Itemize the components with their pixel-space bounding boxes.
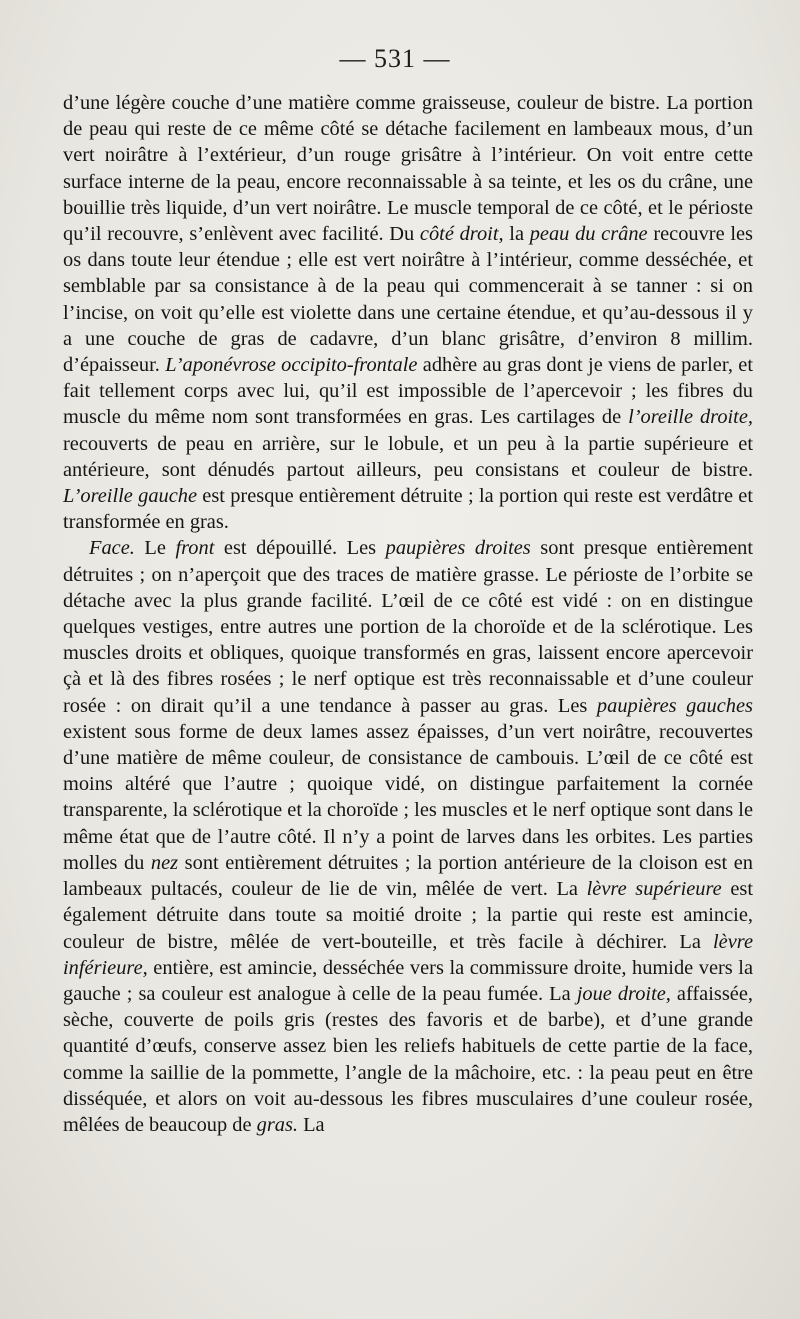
text-run: recouvre les os dans toute leur étendue ; elle est vert noirâtre à l’intérieur, comme desséchée, et semblable par sa consistance à de la peau qui commencerait à se tanner : si on l’incise, on voit qu’elle est violette dans une certaine étendue, et qu’au-dessous il y a une couche de gras de cadavre, d’un blanc grisâtre, d’environ 8 millim. d’épaisseur. xyxy=(63,223,753,377)
italic-term: L’aponévrose occipito-frontale xyxy=(165,354,418,377)
text-run: la xyxy=(503,223,530,246)
italic-term: paupières droites xyxy=(385,537,531,560)
text-run: sont presque entièrement détruites ; on n’aperçoit que des traces de matière grasse. Le périoste de l’orbite se détache avec la plus grande facilité. L’œil de ce côté est vidé : on en distingue quelques vestiges, entre autres une portion de la choroïde et de la sclérotique. Les muscles droits et obliques, quoique transformés en gras, laissent encore apercevoir çà et là des fibres rosées ; le nerf optique est très reconnaissable et d’une couleur rosée : on dirait qu’il a une tendance à passer au gras. Les xyxy=(63,537,753,717)
text-run: est dépouillé. Les xyxy=(214,537,386,560)
text-run: La xyxy=(297,1113,325,1136)
text-run: recouverts de peau en arrière, sur le lobule, et un peu à la partie supérieure et antérieure, sont dénudés partout ailleurs, peu consistans et couleur de bistre. xyxy=(63,432,753,481)
text-run: existent sous forme de deux lames assez épaisses, d’un vert noirâtre, recouvertes d’une matière de même couleur, de consistance de cambouis. L’œil de ce côté est moins altéré que l’autre ; quoique vidé, on distingue parfaitement la cornée transparente, la sclérotique et la choroïde ; les muscles et le nerf optique sont dans le même état que de l’autre côté. Il n’y a point de larves dans les orbites. Les parties molles du xyxy=(63,720,753,874)
text-run: est presque entièrement détruite ; la portion qui reste est verdâtre et transformée en gras. xyxy=(63,485,753,534)
italic-term: côté droit, xyxy=(419,223,504,246)
italic-term: l’oreille droite, xyxy=(628,406,753,429)
text-run: sont entièrement détruites ; la portion antérieure de la cloison est en lambeaux pultacés, couleur de lie de vin, mêlée de vert. La xyxy=(63,851,753,901)
italic-term: lèvre inférieure, xyxy=(63,930,753,979)
italic-term: L’oreille gauche xyxy=(63,485,198,508)
text-run: affaissée, sèche, couverte de poils gris (restes des favoris et de barbe), et d’une grande quantité d’œufs, conserve assez bien les reliefs habituels de cette partie de la face, comme la saillie de la pommette, l’angle de la mâchoire, etc. : la peau peut en être disséquée, et alors on voit au-dessous les fibres musculaires d’une couleur rosée, mêlées de beaucoup de xyxy=(63,982,753,1136)
body-text xyxy=(63,90,753,1138)
italic-term: lèvre supérieure xyxy=(586,878,722,901)
italic-term: Face. xyxy=(89,537,135,560)
text-run: d’une légère couche d’une matière comme graisseuse, couleur de bistre. La portion de peau qui reste de ce même côté se détache facilement en lambeaux mous, d’un vert noirâtre à l’extérieur, d’un rouge grisâtre à l’intérieur. On voit entre cette surface interne de la peau, encore reconnaissable à sa teinte, et les os du crâne, une bouillie très liquide, d’un vert noirâtre. Le muscle temporal de ce côté, et le périoste qu’il recouvre, s’enlèvent avec facilité. Du xyxy=(63,92,753,246)
italic-term: paupières gauches xyxy=(596,694,753,717)
italic-term: nez xyxy=(150,851,179,874)
italic-term: front xyxy=(175,537,215,560)
paragraph xyxy=(63,535,753,1138)
text-run: Le xyxy=(134,537,176,560)
italic-term: peau du crâne xyxy=(529,223,648,246)
text-run: adhère au gras dont je viens de parler, et fait tellement corps avec lui, qu’il est impossible de l’apercevoir ; les fibres du muscle du même nom sont transformées en gras. Les cartilages de xyxy=(63,354,753,429)
paragraph xyxy=(63,90,753,535)
text-run: entière, est amincie, desséchée vers la commissure droite, humide vers la gauche ; sa couleur est analogue à celle de la peau fumée. La xyxy=(63,956,753,1005)
page-number: — 531 — xyxy=(339,44,451,73)
text-run: est également détruite dans toute sa moitié droite ; la partie qui reste est amincie, couleur de bistre, mêlée de vert-bouteille, et très facile à déchirer. La xyxy=(63,878,754,953)
italic-term: gras. xyxy=(256,1113,298,1136)
italic-term: joue droite, xyxy=(576,982,671,1005)
